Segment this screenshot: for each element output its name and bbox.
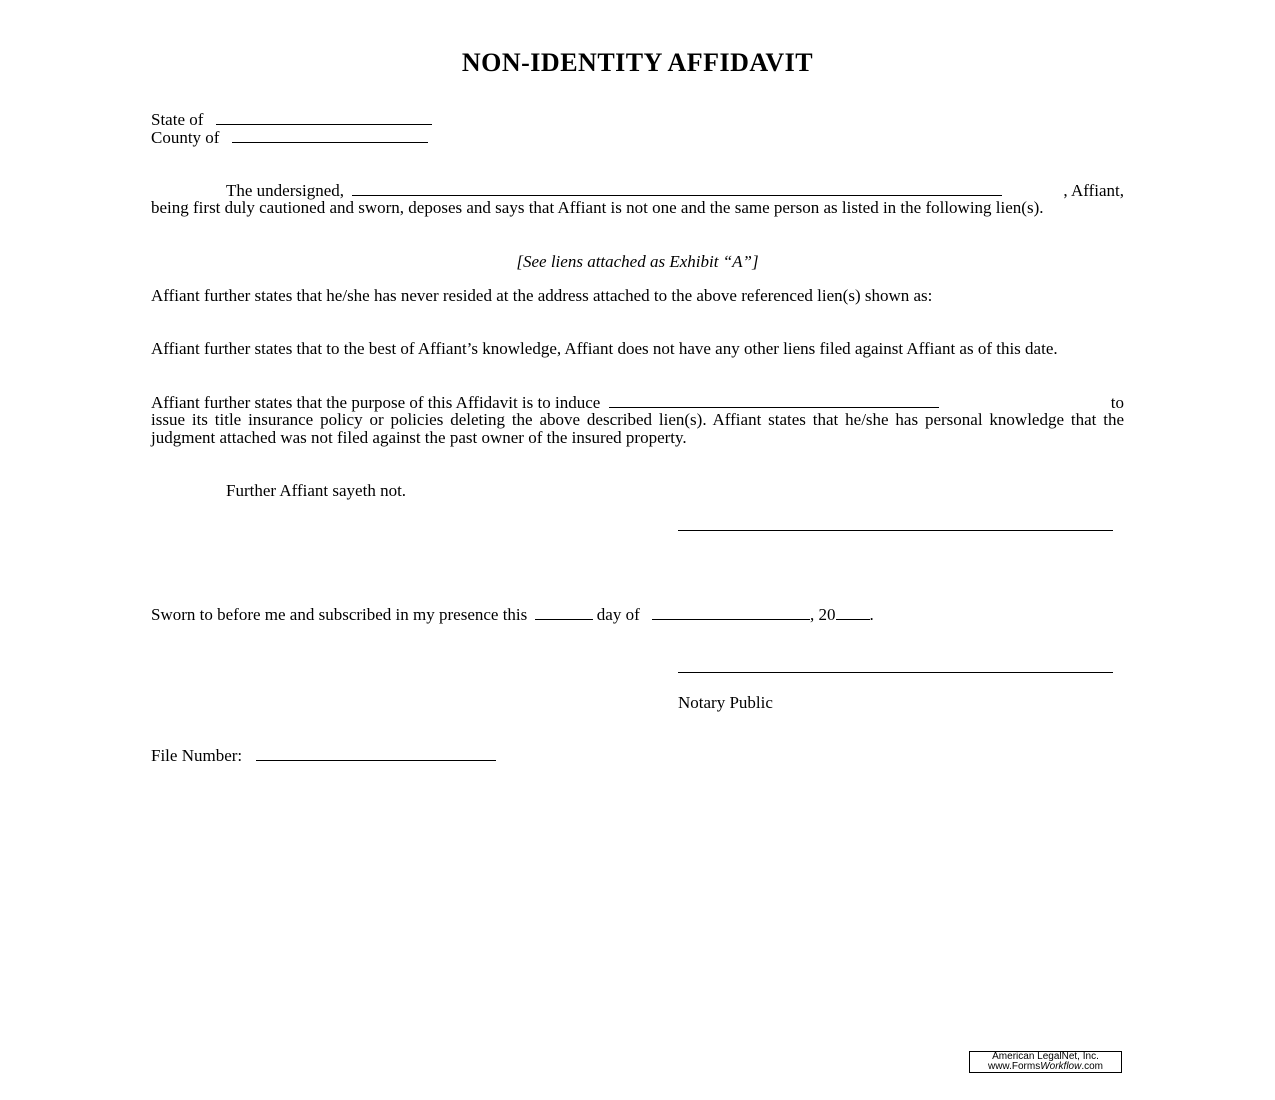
state-label: State of [151, 110, 204, 129]
paragraph-2: Affiant further states that he/she has never resided at the address attached to the above referenced lien(s) shown as: [151, 286, 933, 305]
county-line [151, 128, 428, 148]
logo-url-italic: Workflow [1040, 1061, 1082, 1072]
para1-lead: The undersigned, [226, 181, 345, 200]
file-number-field[interactable] [256, 746, 496, 761]
state-field[interactable] [216, 110, 432, 125]
para4-trail: to [1110, 393, 1124, 412]
title-company-field[interactable] [609, 393, 939, 408]
jurat-day-label: day of [596, 605, 640, 624]
jurat-year-field[interactable] [836, 605, 870, 620]
logo-url-prefix: www.Forms [987, 1061, 1041, 1072]
jurat-lead: Sworn to before me and subscribed in my presence this [151, 605, 528, 624]
para1-trail: , Affiant, [1063, 181, 1124, 200]
logo-line-1: American LegalNet, Inc. [992, 1051, 1099, 1062]
paragraph-4-rest: issue its title insurance policy or policies deleting the above described lien(s). Affiant states that he/she has personal knowledge that the judgment attached was not filed against the past owner of the insured property. [151, 410, 1124, 447]
closing-statement: Further Affiant sayeth not. [226, 481, 407, 500]
exhibit-note: [See liens attached as Exhibit “A”] [516, 252, 759, 271]
state-line [151, 110, 432, 130]
file-number-line [151, 746, 496, 766]
jurat-year-prefix: , 20 [810, 605, 836, 624]
para4-lead: Affiant further states that the purpose of this Affidavit is to induce [151, 393, 601, 412]
jurat-end: . [869, 605, 874, 624]
document-title: NON-IDENTITY AFFIDAVIT [461, 48, 814, 77]
affiant-signature-line[interactable] [678, 530, 1113, 531]
jurat-day-field[interactable] [535, 605, 593, 620]
logo-url-suffix: .com [1081, 1061, 1104, 1072]
notary-signature-line[interactable] [678, 672, 1113, 673]
paragraph-1-rest: being first duly cautioned and sworn, deposes and says that Affiant is not one and the same person as listed in the following lien(s). [151, 198, 1044, 217]
jurat-line [151, 605, 874, 625]
county-label: County of [151, 128, 220, 147]
logo-line-2 [970, 1062, 1121, 1072]
notary-public-label: Notary Public [678, 693, 773, 712]
paragraph-3: Affiant further states that to the best of Affiant’s knowledge, Affiant does not have any other liens filed against Affiant as of this date. [151, 339, 1058, 358]
affiant-name-field[interactable] [352, 181, 1002, 196]
jurat-month-field[interactable] [652, 605, 810, 620]
county-field[interactable] [232, 128, 428, 143]
american-legalnet-logo [969, 1051, 1122, 1073]
file-number-label: File Number: [151, 746, 243, 765]
